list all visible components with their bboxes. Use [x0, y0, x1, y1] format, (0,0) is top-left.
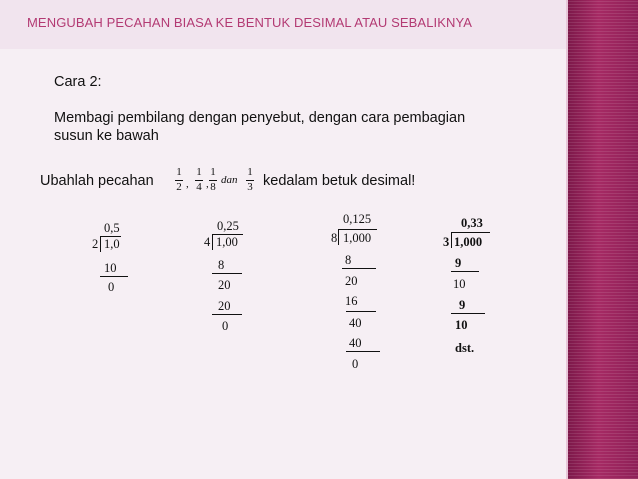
- subtraction-line: [346, 311, 376, 312]
- fraction-denominator: 3: [247, 181, 253, 193]
- divisor: 8: [331, 231, 338, 245]
- divisor: 2: [92, 237, 99, 251]
- step-value: 10: [453, 277, 466, 291]
- step-value: 9: [455, 256, 462, 270]
- subtraction-line: [212, 314, 242, 315]
- fraction-separator: ,: [186, 178, 189, 190]
- division-bracket-side: [338, 229, 339, 245]
- dividend: 1,0: [104, 237, 120, 251]
- quotient: 0,33: [461, 216, 483, 230]
- dividend: 1,000: [454, 235, 483, 249]
- continuation-note: dst.: [455, 341, 475, 355]
- step-value: 20: [218, 299, 231, 313]
- division-bracket-top: [452, 232, 490, 233]
- fraction-denominator: 4: [196, 181, 202, 193]
- step-value: 40: [349, 336, 362, 350]
- step-value: 9: [459, 298, 466, 312]
- step-value: 16: [345, 294, 358, 308]
- quotient: 0,5: [104, 221, 120, 235]
- division-bracket-side: [212, 234, 213, 250]
- connector-word: dan: [221, 174, 238, 186]
- step-value: 10: [455, 318, 468, 332]
- remainder: 0: [222, 319, 229, 333]
- subtraction-line: [212, 273, 242, 274]
- slide-title: MENGUBAH PECAHAN BIASA KE BENTUK DESIMAL ATAU SEBALIKNYA: [27, 15, 473, 30]
- subtraction-line: [451, 271, 479, 272]
- subtraction-line: [346, 351, 380, 352]
- dividend: 1,00: [216, 235, 238, 249]
- step-value: 20: [218, 278, 231, 292]
- fraction-separator: ,: [206, 178, 209, 190]
- fraction-numerator: 1: [176, 166, 182, 178]
- divisor: 4: [204, 235, 211, 249]
- subtraction-line: [100, 276, 128, 277]
- quotient: 0,25: [217, 219, 239, 233]
- divisor: 3: [443, 235, 450, 249]
- division-bracket-side: [451, 232, 452, 248]
- step-value: 8: [345, 253, 352, 267]
- description-line-2: susun ke bawah: [54, 128, 159, 144]
- fraction-denominator: 2: [176, 181, 182, 193]
- step-value: 20: [345, 274, 358, 288]
- subtraction-line: [451, 313, 485, 314]
- division-bracket-top: [339, 229, 377, 230]
- step-value: 40: [349, 316, 362, 330]
- method-label: Cara 2:: [54, 74, 102, 90]
- instruction-suffix: kedalam betuk desimal!: [263, 173, 416, 189]
- side-accent-bar: [566, 0, 638, 479]
- side-accent-divider: [566, 0, 568, 479]
- subtraction-line: [342, 268, 376, 269]
- remainder: 0: [352, 357, 359, 371]
- instruction-prefix: Ubahlah pecahan: [40, 173, 154, 189]
- step-value: 8: [218, 258, 225, 272]
- fraction-numerator: 1: [247, 166, 253, 178]
- remainder: 0: [108, 280, 115, 294]
- fraction-numerator: 1: [210, 166, 216, 178]
- description-line-1: Membagi pembilang dengan penyebut, dengan cara pembagian: [54, 110, 466, 126]
- fraction-denominator: 8: [210, 181, 216, 193]
- division-bracket-side: [100, 236, 101, 252]
- step-value: 10: [104, 261, 117, 275]
- fraction-numerator: 1: [196, 166, 202, 178]
- quotient: 0,125: [343, 212, 372, 226]
- dividend: 1,000: [343, 231, 372, 245]
